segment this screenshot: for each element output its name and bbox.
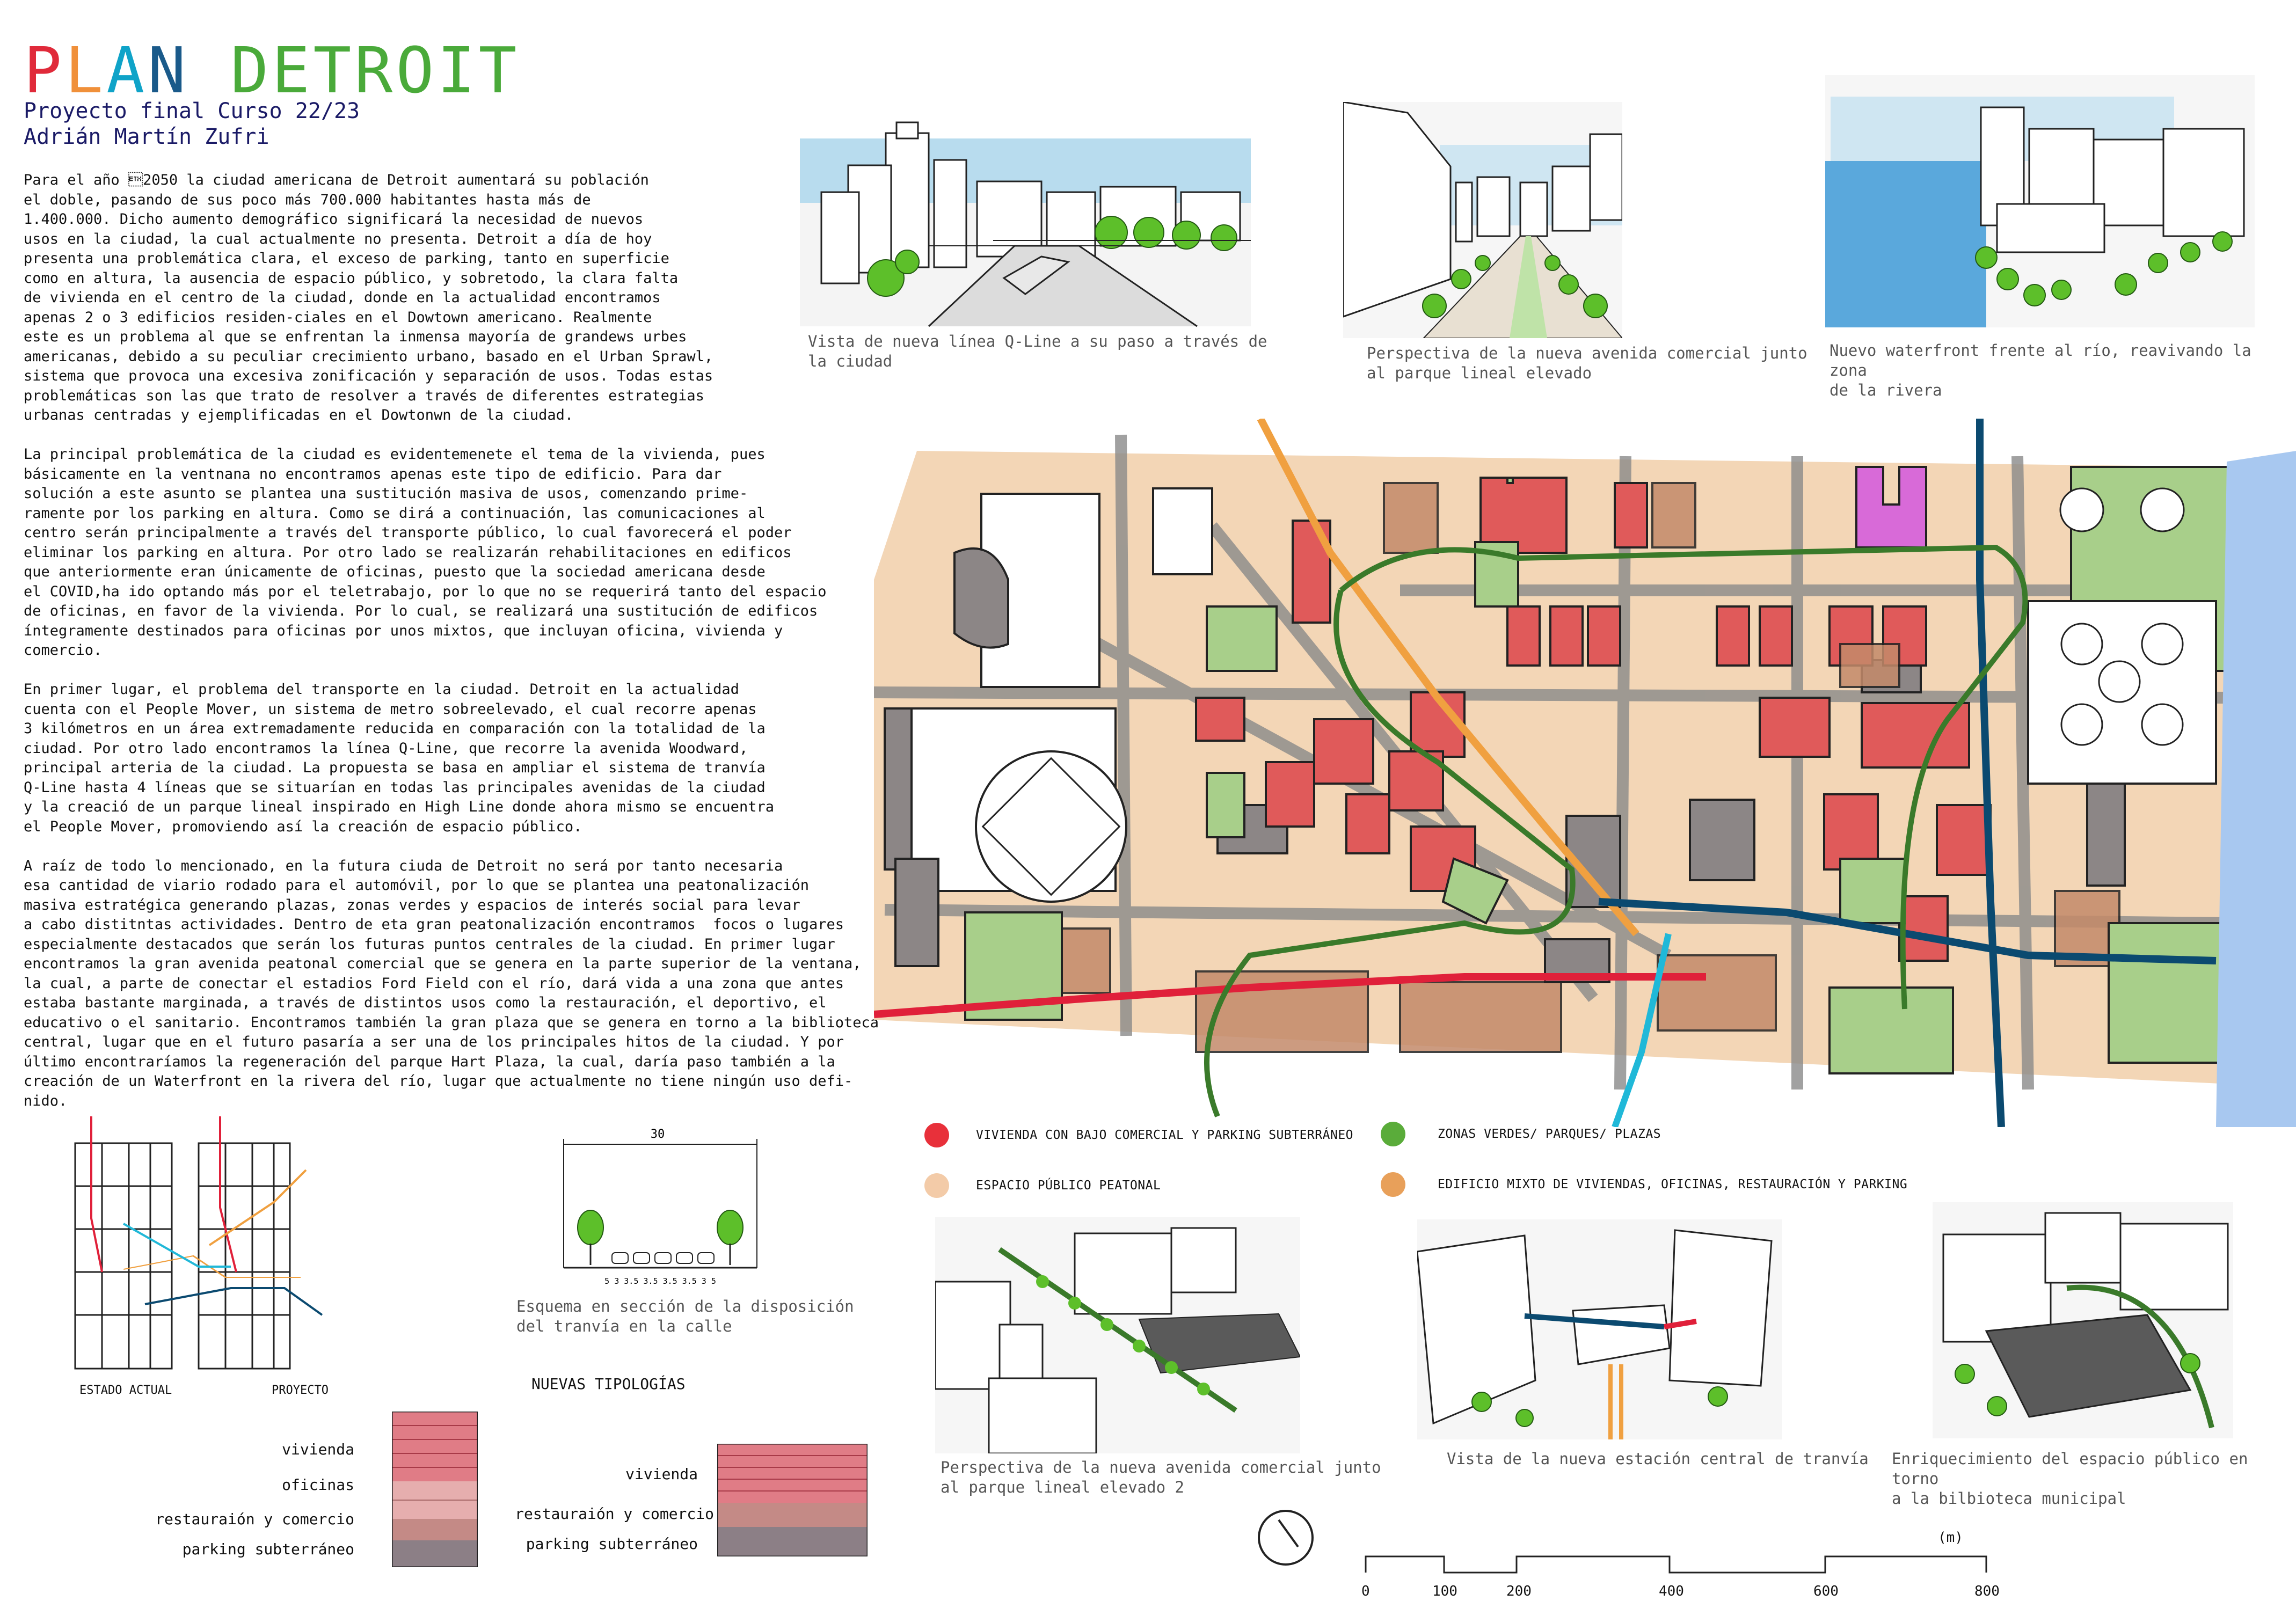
diagram-lines <box>70 1111 392 1374</box>
section-dims-label: 5 3 3.5 3.5 3.5 3.5 3 5 <box>604 1276 716 1286</box>
legend-label-housing: VIVIENDA CON BAJO COMERCIAL Y PARKING SUBTERRÁNEO <box>976 1128 1354 1142</box>
title-letter: T <box>478 33 520 107</box>
caption-avenue-2: Perspectiva de la nueva avenida comercial junto al parque lineal elevado 2 <box>941 1458 1381 1496</box>
caption-qline: Vista de nueva línea Q-Line a su paso a través de la ciudad <box>808 332 1267 370</box>
typology-right-stack <box>717 1444 868 1556</box>
title-letter: D <box>230 33 272 107</box>
scale-tick-100: 100 <box>1432 1583 1457 1599</box>
city-plan-map <box>874 419 2296 1127</box>
title-letter: O <box>396 33 438 107</box>
legend-label-pedestrian: ESPACIO PÚBLICO PEATONAL <box>976 1179 1161 1193</box>
scale-bar <box>1364 1546 2008 1578</box>
caption-avenue: Perspectiva de la nueva avenida comercial junto al parque lineal elevado <box>1367 344 1807 382</box>
sketch-station <box>1417 1219 1782 1439</box>
legend-label-mixed: EDIFICIO MIXTO DE VIVIENDAS, OFICINAS, RESTAURACIÓN Y PARKING <box>1438 1178 1908 1191</box>
typology-left-parking: parking subterráneo <box>182 1540 354 1558</box>
scale-tick-0: 0 <box>1361 1583 1370 1599</box>
legend-label-green: ZONAS VERDES/ PARQUES/ PLAZAS <box>1438 1127 1661 1141</box>
sketch-waterfront <box>1825 75 2255 327</box>
typology-left-housing: vivienda <box>282 1441 354 1458</box>
paragraph-transport: En primer lugar, el problema del transporte en la ciudad. Detroit en la actualidad cuenta con el People Mover, un sistema de metro sobreelevado, el cual recorre apenas 3 kilómetros en un área extremadamente reducida en comparación con la totalidad de la ciudad. Por otro lado encontramos la línea Q-Line, que recorre la avenida Woodward, principal arteria de la ciudad. La propuesta se basa en ampliar el sistema de tranvía Q-Line hasta 4 líneas que se situarían en todas las principales avenidas de la ciudad y la creació de un parque lineal inspirado en High Line donde ahora mismo se encuentra el People Mover, promoviendo así la creación de espacio público. <box>24 681 774 835</box>
body-text <box>24 171 883 1131</box>
label-project: PROYECTO <box>272 1384 329 1397</box>
sketch-avenue-2 <box>935 1217 1300 1453</box>
legend-dot-green <box>1381 1122 1405 1146</box>
typology-right-housing: vivienda <box>625 1465 698 1483</box>
section-width-label: 30 <box>650 1128 665 1141</box>
sketch-library <box>1933 1202 2233 1438</box>
scale-tick-800: 800 <box>1974 1583 2000 1599</box>
typology-left-commerce: restauraión y comercio <box>155 1510 354 1528</box>
caption-station: Vista de la nueva estación central de tranvía <box>1447 1450 1869 1468</box>
subtitle: Proyecto final Curso 22/23 <box>24 99 360 123</box>
paragraph-pedestrian: A raíz de todo lo mencionado, en la futura ciuda de Detroit no será por tanto necesaria esa cantidad de viario rodado para el automóvil, por lo que se plantea una peatonalización masiva estratégica generando plazas, zonas verdes y espacios de interés social para levar a cabo distitntas actividades. Dentro de eta gran peatonalización encontramos focos o lugares especialmente destacados que serán los futuras puntos centrales de la ciudad. En primer lugar encontramos la gran avenida peatonal comercial que se genera en la parte superior de la ventana, la cual, a parte de conectar el estadios Ford Field con el río, dará vida a una zona que antes estaba bastante marginada, a través de distintos usos como la restauración, el deportivo, el educativo o el sanitario. Encontramos también la gran plaza que se genera en torno a la biblioteca central, lugar que en el futuro pasaría a ser una de los principales hitos de la ciudad. Y por último encontraríamos la regeneración del parque Hart Plaza, la cual, daría paso también a la creación de un Waterfront en la rivera del río, lugar que actualmente no tiene ningún uso defi- nido. <box>24 857 879 1109</box>
typologies-heading: NUEVAS TIPOLOGÍAS <box>531 1375 686 1393</box>
north-arrow-icon <box>1256 1508 1315 1567</box>
caption-library: Enriquecimiento del espacio público en torno a la bilbioteca municipal <box>1892 1450 2248 1508</box>
title-letter: R <box>354 33 396 107</box>
scale-tick-600: 600 <box>1813 1583 1839 1599</box>
scale-tick-200: 200 <box>1506 1583 1532 1599</box>
sketch-qline <box>789 117 1262 332</box>
paragraph-intro: Para el año 2050 la ciudad americana de Detroit aumentará su población el doble, pasando de sus poco más 700.000 habitantes hasta más de 1.400.000. Dicho aumento demográfico significará la necesidad de nuevos usos en la ciudad, la cual actualmente no presenta. Detroit a día de hoy presenta una problemática clara, el exceso de parking, tanto en superficie como en altura, la ausencia de espacio público, y sobretodo, la clara falta de vivienda en el centro de la ciudad, donde en la actualidad encontramos apenas 2 o 3 edificios residen-ciales en el Dowtown americano. Realmente este es un problema al que se enfrentan la inmensa mayoría de grandews urbes americanas, debido a su peculiar crecimiento urbano, basado en el Urban Sprawl, sistema que provoca una excesiva zonificación y separación de usos. Todas estas problemáticas son las que trato de resolver a través de diferentes estrategias urbanas centradas y ejemplificadas en el Dowtonwn de la ciudad. <box>24 172 713 423</box>
scale-tick-400: 400 <box>1659 1583 1684 1599</box>
title-letter: P <box>24 33 65 107</box>
title-letter: T <box>313 33 355 107</box>
section-scheme <box>558 1128 762 1289</box>
label-current-state: ESTADO ACTUAL <box>79 1384 172 1397</box>
caption-waterfront: Nuevo waterfront frente al río, reavivando la zona de la rivera <box>1829 341 2251 399</box>
typology-left-offices: oficinas <box>282 1476 354 1494</box>
title-letter: I <box>437 33 479 107</box>
page-title <box>24 33 520 107</box>
typology-right-parking: parking subterráneo <box>526 1535 698 1553</box>
title-letter: N <box>148 33 189 107</box>
scale-unit: (m) <box>1938 1530 1963 1546</box>
author: Adrián Martín Zufri <box>24 125 269 149</box>
title-letter: A <box>106 33 148 107</box>
paragraph-housing: La principal problemática de la ciudad es evidentemenete el tema de la vivienda, pues básicamente en la ventnana no encontramos apenas este tipo de edificio. Para dar solución a este asunto se plantea una sustitución masiva de usos, comenzando prime- ramente por los parking en altura. Como se dirá a continuación, las comunicaciones al centro serán principalmente a través del transporte público, lo cual favorecerá el poder eliminar los parking en altura. Por otro lado se realizarán rehabilitaciones en edificos que anteriormente eran únicamente de oficinas, puesto que la sociedad americana desde el COVID,ha ido optando más por el teletrabajo, por lo que no se requerirá tanto del espacio de oficinas, en favor de la vivienda. Por lo cual, se realizará una sustitución de edificos íntegramente destinados para oficinas por unos mixtos, que incluyan oficina, vivienda y comercio. <box>24 446 827 659</box>
caption-section: Esquema en sección de la disposición del tranvía en la calle <box>516 1297 854 1335</box>
title-letter <box>189 33 230 107</box>
legend-dot-mixed <box>1381 1172 1405 1197</box>
legend-dot-pedestrian <box>924 1173 949 1198</box>
title-letter: L <box>65 33 107 107</box>
legend-dot-housing <box>924 1123 949 1147</box>
title-letter: E <box>272 33 314 107</box>
sketch-avenue <box>1343 102 1622 338</box>
typology-right-commerce: restauraión y comercio <box>515 1505 714 1523</box>
